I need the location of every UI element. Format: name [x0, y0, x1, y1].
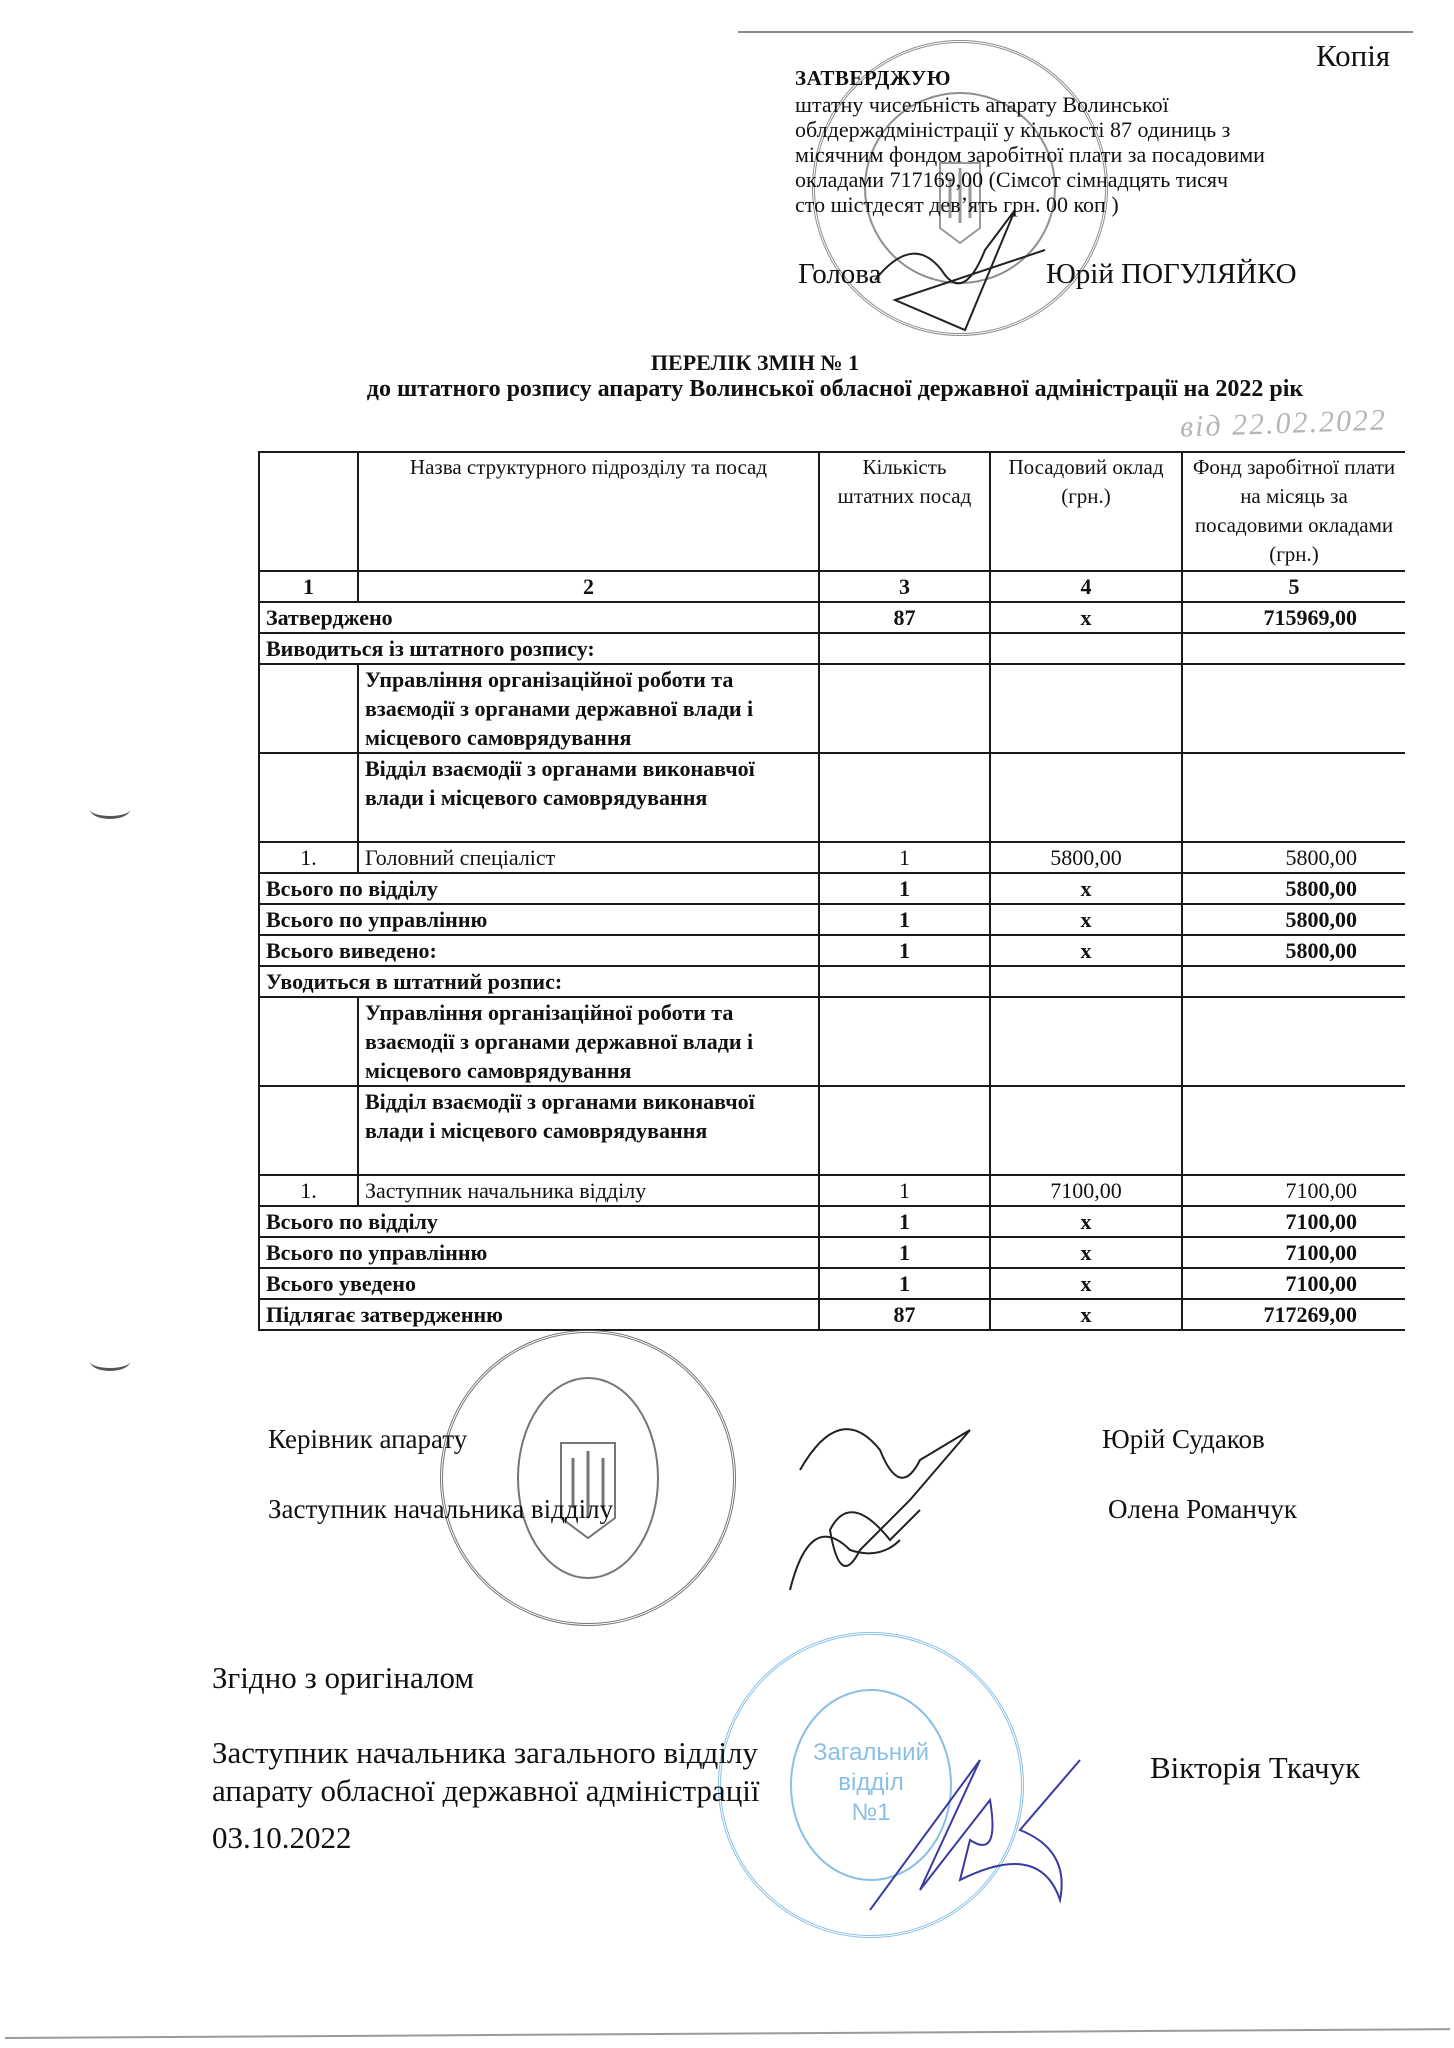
seal-text: відділ	[838, 1769, 904, 1796]
seal-text: №1	[851, 1799, 891, 1826]
position-fund: 7100,00	[1182, 1175, 1405, 1206]
total-row	[259, 1237, 1405, 1268]
total-count: 1	[819, 873, 990, 904]
total-fund: 5800,00	[1182, 873, 1405, 904]
position-name: Головний спеціаліст	[358, 842, 819, 873]
directorate-row	[259, 664, 1405, 753]
seal-text: Загальний	[813, 1739, 929, 1766]
approval-line: штатну чисельність апарату Волинської	[795, 92, 1169, 117]
total-salary: x	[990, 1237, 1182, 1268]
empty-cell	[819, 997, 990, 1086]
total-count: 1	[819, 935, 990, 966]
staff-changes-table	[258, 451, 1405, 1331]
total-salary: x	[990, 935, 1182, 966]
column-number: 3	[819, 571, 990, 602]
total-salary: x	[990, 873, 1182, 904]
section-label: Уводиться в штатний розпис:	[259, 966, 819, 997]
section-label: Виводиться із штатного розпису:	[259, 633, 819, 664]
row-fund: 717269,00	[1182, 1299, 1405, 1330]
copy-mark: Копія	[1316, 38, 1391, 73]
total-label: Всього по управлінню	[259, 1237, 819, 1268]
empty-cell	[1182, 1086, 1405, 1175]
scan-edge-line-top	[738, 31, 1413, 33]
document-subtitle: до штатного розпису апарату Волинської обласної державної адміністрації на 2022 рік	[366, 376, 1304, 402]
position-fund: 5800,00	[1182, 842, 1405, 873]
row-count: 87	[819, 1299, 990, 1330]
row-label: Підлягає затвердженню	[259, 1299, 819, 1330]
empty-cell	[259, 664, 358, 753]
total-salary: x	[990, 904, 1182, 935]
department-name: Відділ взаємодії з органами виконавчої влади і місцевого самоврядування	[358, 1086, 819, 1175]
approval-title: ЗАТВЕРДЖУЮ	[795, 66, 951, 90]
approval-line: сто шістдесят дев’ять грн. 00 коп )	[795, 192, 1119, 217]
punch-hole-mark	[90, 800, 130, 819]
total-fund: 5800,00	[1182, 904, 1405, 935]
empty-cell	[1182, 997, 1405, 1086]
empty-cell	[990, 753, 1182, 842]
total-salary: x	[990, 1268, 1182, 1299]
punch-hole-mark	[90, 1352, 130, 1371]
row-salary: x	[990, 1299, 1182, 1330]
empty-cell	[259, 997, 358, 1086]
position-number: 1.	[259, 1175, 358, 1206]
directorate-name: Управління організаційної роботи та взаємодії з органами державної влади і місцевого самоврядування	[358, 997, 819, 1086]
certifier-name: Вікторія Ткачук	[1150, 1750, 1361, 1785]
total-label: Всього по управлінню	[259, 904, 819, 935]
total-salary: x	[990, 1206, 1182, 1237]
table-row-to-approve	[259, 1299, 1405, 1330]
position-number: 1.	[259, 842, 358, 873]
position-salary: 5800,00	[990, 842, 1182, 873]
section-row-added	[259, 966, 1405, 997]
column-number: 2	[358, 571, 819, 602]
directorate-row	[259, 997, 1405, 1086]
department-row	[259, 753, 1405, 842]
header-cell	[259, 452, 358, 571]
approval-line: окладами 717169,00 (Сімсот сімнадцять тисяч	[795, 167, 1229, 192]
document-title: ПЕРЕЛІК ЗМІН № 1	[650, 350, 860, 375]
total-fund: 7100,00	[1182, 1206, 1405, 1237]
column-number-row	[259, 571, 1405, 602]
total-row	[259, 873, 1405, 904]
total-fund: 5800,00	[1182, 935, 1405, 966]
header-cell: Кількість штатних посад	[819, 452, 990, 571]
total-count: 1	[819, 1268, 990, 1299]
empty-cell	[1182, 664, 1405, 753]
empty-cell	[990, 997, 1182, 1086]
certification-date: 03.10.2022	[212, 1820, 352, 1855]
position-row	[259, 1175, 1405, 1206]
header-cell: Фонд заробітної плати на місяць за посадовими окладами (грн.)	[1182, 452, 1405, 571]
column-number: 5	[1182, 571, 1405, 602]
total-row	[259, 904, 1405, 935]
total-label: Всього уведено	[259, 1268, 819, 1299]
signer-role: Керівник апарату	[268, 1424, 468, 1454]
header-cell: Посадовий оклад (грн.)	[990, 452, 1182, 571]
total-label: Всього виведено:	[259, 935, 819, 966]
table-row-approved	[259, 602, 1405, 633]
row-label: Затверджено	[259, 602, 819, 633]
certifier-role-line: апарату обласної державної адміністрації	[212, 1773, 760, 1808]
total-fund: 7100,00	[1182, 1237, 1405, 1268]
total-label: Всього по відділу	[259, 1206, 819, 1237]
position-count: 1	[819, 842, 990, 873]
approval-line: облдержадміністрації у кількості 87 одиниць з	[795, 117, 1231, 142]
column-number: 1	[259, 571, 358, 602]
approver-name: Юрій ПОГУЛЯЙКО	[1046, 258, 1297, 290]
approval-line: місячним фондом заробітної плати за посадовими	[795, 142, 1265, 167]
signature-blue-ink	[860, 1720, 1120, 1920]
certifier-role-line: Заступник начальника загального відділу	[212, 1735, 758, 1770]
signature-scribbles	[770, 1390, 1030, 1620]
empty-cell	[259, 753, 358, 842]
total-count: 1	[819, 1206, 990, 1237]
empty-cell	[819, 1086, 990, 1175]
empty-cell	[819, 966, 990, 997]
empty-cell	[259, 1086, 358, 1175]
directorate-name: Управління організаційної роботи та взаємодії з органами державної влади і місцевого самоврядування	[358, 664, 819, 753]
section-row-removed	[259, 633, 1405, 664]
empty-cell	[990, 966, 1182, 997]
department-row	[259, 1086, 1405, 1175]
certification-note: Згідно з оригіналом	[212, 1660, 475, 1695]
total-count: 1	[819, 1237, 990, 1268]
signer-name: Юрій Судаков	[1102, 1424, 1265, 1454]
table-header-row	[259, 452, 1405, 571]
position-row	[259, 842, 1405, 873]
signer-name: Олена Романчук	[1108, 1494, 1297, 1524]
total-row	[259, 935, 1405, 966]
empty-cell	[1182, 753, 1405, 842]
header-cell: Назва структурного підрозділу та посад	[358, 452, 819, 571]
scan-edge-line-bottom	[5, 2028, 1450, 2039]
empty-cell	[819, 633, 990, 664]
position-salary: 7100,00	[990, 1175, 1182, 1206]
row-salary: x	[990, 602, 1182, 633]
empty-cell	[990, 1086, 1182, 1175]
approval-block	[795, 66, 1355, 217]
empty-cell	[1182, 633, 1405, 664]
total-fund: 7100,00	[1182, 1268, 1405, 1299]
empty-cell	[819, 664, 990, 753]
empty-cell	[1182, 966, 1405, 997]
total-row	[259, 1206, 1405, 1237]
row-fund: 715969,00	[1182, 602, 1405, 633]
seal-svg	[443, 1333, 733, 1623]
official-seal-middle	[440, 1330, 736, 1626]
empty-cell	[990, 633, 1182, 664]
certifier-role	[212, 1734, 760, 1810]
empty-cell	[990, 664, 1182, 753]
signer-role: Заступник начальника відділу	[268, 1494, 614, 1524]
row-count: 87	[819, 602, 990, 633]
position-name: Заступник начальника відділу	[358, 1175, 819, 1206]
approver-role: Голова	[798, 258, 882, 290]
total-row	[259, 1268, 1405, 1299]
empty-cell	[819, 753, 990, 842]
position-count: 1	[819, 1175, 990, 1206]
handwritten-date-note: від 22.02.2022	[1179, 403, 1388, 444]
department-name: Відділ взаємодії з органами виконавчої влади і місцевого самоврядування	[358, 753, 819, 842]
column-number: 4	[990, 571, 1182, 602]
total-count: 1	[819, 904, 990, 935]
total-label: Всього по відділу	[259, 873, 819, 904]
